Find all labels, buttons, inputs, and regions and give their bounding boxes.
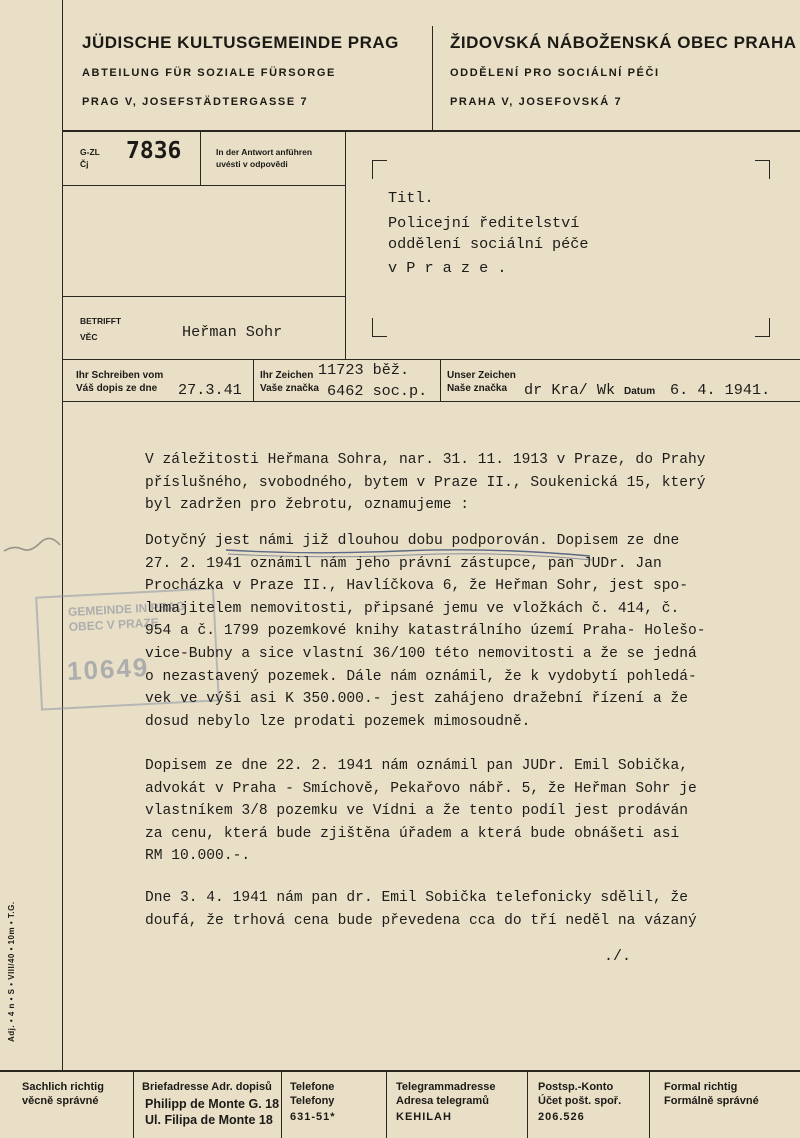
your-sign-value-1: 11723 běž. xyxy=(318,361,410,379)
ref-label: G-ZL Čj xyxy=(80,147,100,169)
corner-mark-bl xyxy=(372,318,387,337)
org-name-de: JÜDISCHE KULTUSGEMEINDE PRAG xyxy=(82,33,399,52)
corner-mark-br xyxy=(755,318,770,337)
subject-value: Heřman Sohr xyxy=(182,323,283,341)
footer-phone: Telefone Telefony 631-51* xyxy=(290,1081,336,1123)
footer-divider-4 xyxy=(527,1071,528,1138)
footer-divider-2 xyxy=(281,1071,282,1138)
footer-top-rule xyxy=(0,1070,800,1072)
dept-de: ABTEILUNG FÜR SOZIALE FÜRSORGE xyxy=(82,67,336,79)
reply-note: In der Antwort anführen uvésti v odpovědi xyxy=(216,147,313,169)
address-de: PRAG V, JOSEFSTÄDTERGASSE 7 xyxy=(82,96,309,108)
ref-row-bottom-rule xyxy=(62,401,800,402)
ref-row-divider-2 xyxy=(440,359,441,401)
date-value: 6. 4. 1941. xyxy=(670,381,771,399)
footer-formal: Formal richtig Formálně správné xyxy=(664,1081,759,1107)
date-label: Datum xyxy=(624,386,656,397)
footer-postal-address: Briefadresse Adr. dopisů Philipp de Monte G. 18 Ul. Filipa de Monte 18 xyxy=(142,1081,280,1127)
received-stamp: GEMEINDE IN PRAG OBEC V PRAZE 10649 xyxy=(35,587,220,710)
our-sign-value: dr Kra/ Wk xyxy=(524,381,616,399)
paragraph-2: Dotyčný jest námi již dlouhou dobu podporován. Dopisem ze dne 27. 2. 1941 oznámil nám jeho právní zástupce, pan JUDr. Jan Procházka v Praze II., Havlíčkova 6, že Heřman Sohr, jest spo- lumajitelem nemovitosti, připsané jemu ve vložkách č. 414, č. 954 a č. 1799 pozemkové knihy katastrálního území Praha- Holešo- vice-Bubny a sice vlastní 36/100 této nemovitosti a že se jedná o nezastavený pozemek. Dále nám oznámil, že k vydobytí pohledá- vek ve výši asi K 350.000.- jest zahájeno dražební řízení a že dosud nebylo lze prodati pozemek mimosoudně. xyxy=(145,533,706,730)
subject-label: BETRIFFT VĚC xyxy=(80,316,122,342)
address-cz: PRAHA V, JOSEFOVSKÁ 7 xyxy=(450,96,623,108)
footer-checked: Sachlich richtig věcně správné xyxy=(22,1081,104,1107)
org-name-cz: ŽIDOVSKÁ NÁBOŽENSKÁ OBEC PRAHA xyxy=(450,33,797,52)
margin-pencil-mark xyxy=(0,515,70,565)
printer-imprint: Adj. • 4 n • S • VIII/40 • 10m • T.G. xyxy=(7,901,16,1042)
paragraph-1: V záležitosti Heřmana Sohra, nar. 31. 11. 1913 v Praze, do Prahy příslušného, svobodného, bytem v Praze II., Soukenická 15, který byl zadržen pro žebrotu, oznamujeme : xyxy=(145,452,706,514)
header-divider xyxy=(432,26,433,130)
paragraph-4: Dne 3. 4. 1941 nám pan dr. Emil Sobička telefonicky sdělil, že doufá, že trhová cena bude převedena cca do tří neděl na vázaný xyxy=(145,890,697,929)
continuation-mark: ./. xyxy=(604,948,632,965)
ref-number: 7836 xyxy=(126,138,182,164)
footer-divider-1 xyxy=(133,1071,134,1138)
your-sign-label: Ihr Zeichen Vaše značka xyxy=(260,370,319,394)
grid-divider-ref xyxy=(200,131,201,185)
ref-row-divider-1 xyxy=(253,359,254,401)
grid-divider-address xyxy=(345,131,346,359)
grid-rule-2 xyxy=(62,296,345,297)
footer-divider-3 xyxy=(386,1071,387,1138)
your-letter-date: 27.3.41 xyxy=(178,381,242,399)
addressee-block: Titl. Policejní ředitelství oddělení sociální péče v P r a z e . xyxy=(388,189,589,277)
footer-divider-5 xyxy=(649,1071,650,1138)
our-sign-label: Unser Zeichen Naše značka xyxy=(447,370,516,394)
pencil-underline xyxy=(220,540,600,562)
your-letter-label: Ihr Schreiben vom Váš dopis ze dne xyxy=(76,370,164,394)
dept-cz: ODDĚLENÍ PRO SOCIÁLNÍ PÉČI xyxy=(450,67,660,79)
grid-top-rule xyxy=(62,130,800,132)
paragraph-3: Dopisem ze dne 22. 2. 1941 nám oznámil pan JUDr. Emil Sobička, advokát v Praha - Smíchově, Pekařovo nábř. 5, že Heřman Sohr je vlastníkem 3/8 pozemku ve Vídni a že tento podíl jest prodáván za cenu, která bude zjištěna úřadem a která bude obnášeti asi RM 10.000.-. xyxy=(145,758,697,865)
your-sign-value-2: 6462 soc.p. xyxy=(327,382,428,400)
grid-rule-1 xyxy=(62,185,345,186)
footer-postal-account: Postsp.-Konto Účet pošt. spoř. 206.526 xyxy=(538,1081,622,1123)
grid-rule-3 xyxy=(62,359,800,360)
footer-telegram: Telegrammadresse Adresa telegramů KEHILAH xyxy=(396,1081,496,1123)
corner-mark-tr xyxy=(755,160,770,179)
corner-mark-tl xyxy=(372,160,387,179)
